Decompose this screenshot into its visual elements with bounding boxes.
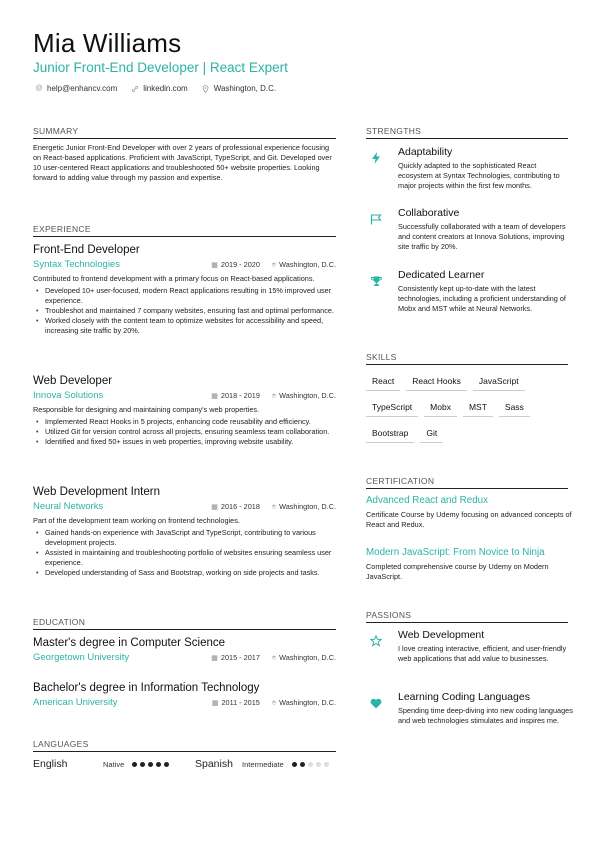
link-icon: [131, 85, 139, 93]
calendar-icon: ▦: [211, 392, 218, 400]
language-level: Intermediate: [242, 759, 284, 769]
job-bullets: [33, 528, 336, 578]
summary-divider: [33, 138, 336, 139]
languages-heading: LANGUAGES: [33, 739, 89, 749]
job-bullet: • Developed 10+ user-focused, modern React applications resulting in 15% improved user experience.: [33, 286, 336, 306]
passion-text: Spending time deep-diving into new coding languages and web technologies stimulates and inspires me.: [398, 706, 573, 725]
flag-icon: [366, 209, 386, 229]
level-dot-filled: [164, 762, 169, 767]
skills-divider: [366, 364, 568, 365]
experience-divider: [33, 236, 336, 237]
level-dot-filled: [292, 762, 297, 767]
certification-text: Completed comprehensive course by Udemy on Modern JavaScript.: [366, 562, 549, 581]
job-title: Web Developer: [33, 375, 113, 387]
star-icon: [366, 631, 386, 651]
language-item: [195, 758, 329, 770]
candidate-name: Mia Williams: [33, 28, 182, 58]
strength-text: Quickly adapted to the sophisticated React ecosystem at Syntax Technologies, contributing to major projects within the first few months.: [398, 161, 560, 190]
job-bullets: [33, 286, 336, 336]
job-entry: [33, 486, 336, 578]
job-dates-text: 2019 - 2020: [220, 259, 260, 269]
edu-dates: [211, 653, 260, 663]
job-location: [272, 260, 336, 270]
level-dot-filled: [148, 762, 153, 767]
language-item: [33, 758, 169, 770]
skill-tag: Mobx: [424, 399, 457, 417]
certification-text: Certificate Course by Udemy focusing on advanced concepts of React and Redux.: [366, 510, 572, 529]
language-name: English: [33, 758, 68, 770]
edu-location: [272, 653, 336, 663]
edu-location-text: Washington, D.C.: [279, 697, 336, 707]
language-level-dots: [292, 762, 329, 767]
skill-tag: JavaScript: [473, 373, 525, 391]
certification-item: [366, 495, 576, 530]
heart-icon: [366, 693, 386, 713]
level-dot-empty: [308, 762, 313, 767]
strength-text: Consistently kept up-to-date with the latest technologies, including a proficient understanding of Mobx and MST while at Neural Networks.: [398, 284, 566, 313]
language-level: Native: [103, 759, 125, 769]
company-name: Innova Solutions: [33, 390, 104, 401]
passions-heading: PASSIONS: [366, 610, 412, 620]
job-bullet: • Utilized Git for version control across all projects, ensuring seamless team collaboration.: [33, 427, 336, 437]
level-dot-filled: [140, 762, 145, 767]
job-dates: [211, 502, 260, 512]
edu-dates-text: 2011 - 2015: [221, 697, 260, 707]
skill-tag: Bootstrap: [366, 425, 414, 443]
contact-linkedin-text: linkedin.com: [143, 84, 188, 93]
certification-item: [366, 547, 576, 582]
strength-title: Dedicated Learner: [398, 269, 485, 281]
strength-title: Collaborative: [398, 207, 460, 219]
job-location-text: Washington, D.C.: [279, 390, 336, 400]
calendar-icon: ▦: [211, 699, 219, 707]
school-name: Georgetown University: [33, 652, 130, 663]
contact-location-text: Washington, D.C.: [213, 84, 277, 93]
passion-text: I love creating interactive, efficient, and user-friendly web applications that add value to businesses.: [398, 644, 567, 663]
job-entry: [33, 244, 336, 336]
level-dot-empty: [324, 762, 329, 767]
passion-title: Learning Coding Languages: [398, 691, 530, 703]
job-dates-text: 2018 - 2019: [220, 390, 260, 400]
summary-heading: SUMMARY: [33, 126, 79, 136]
job-description: Part of the development team working on frontend technologies.: [33, 516, 240, 525]
calendar-icon: ▦: [211, 503, 218, 511]
job-bullet: • Identified and fixed 50+ issues in web properties, improving website usability.: [33, 437, 336, 447]
edu-dates-text: 2015 - 2017: [220, 652, 260, 662]
skill-tag: MST: [463, 399, 493, 417]
job-entry: [33, 375, 336, 447]
passions-divider: [366, 622, 568, 623]
school-name: American University: [33, 697, 118, 708]
skill-tag: React: [366, 373, 400, 391]
company-name: Syntax Technologies: [33, 259, 120, 270]
level-dot-filled: [132, 762, 137, 767]
edu-location-text: Washington, D.C.: [279, 652, 336, 662]
language-name: Spanish: [195, 758, 233, 770]
job-location-text: Washington, D.C.: [279, 501, 336, 511]
job-title: Web Development Intern: [33, 486, 160, 498]
skill-tag: Git: [420, 425, 443, 443]
level-dot-empty: [316, 762, 321, 767]
contact-list: [35, 84, 276, 93]
contact-linkedin[interactable]: [131, 84, 187, 93]
certification-title: Advanced React and Redux: [366, 495, 488, 506]
location-icon: [202, 85, 210, 93]
calendar-icon: ▦: [211, 261, 218, 269]
contact-email-text: help@enhancv.com: [47, 84, 118, 93]
job-location-text: Washington, D.C.: [279, 259, 336, 269]
job-dates: [211, 260, 260, 270]
certification-title: Modern JavaScript: From Novice to Ninja: [366, 547, 545, 558]
strengths-divider: [366, 138, 568, 139]
job-bullet: • Assisted in maintaining and troubleshooting portfolio of websites ensuring seamless user experience.: [33, 548, 336, 568]
contact-location: [202, 84, 276, 93]
job-dates-text: 2016 - 2018: [220, 501, 260, 511]
certification-heading: CERTIFICATION: [366, 476, 435, 486]
job-bullet: • Implemented React Hooks in 5 projects, enhancing code reusability and efficiency.: [33, 417, 336, 427]
job-title: Front-End Developer: [33, 244, 140, 256]
level-dot-filled: [300, 762, 305, 767]
edu-dates: [212, 698, 260, 708]
job-description: Responsible for designing and maintaining company's web properties.: [33, 405, 260, 414]
education-heading: EDUCATION: [33, 617, 86, 627]
job-bullet: • Worked closely with the content team to optimize websites for accessibility and speed, increasing site traffic by 20%.: [33, 316, 336, 336]
language-level-dots: [132, 762, 169, 767]
trophy-icon: [366, 271, 386, 291]
location-icon: ⌾: [271, 699, 277, 707]
certification-divider: [366, 488, 568, 489]
summary-text: Energetic Junior Front-End Developer with over 2 years of professional experience focusing on React-based applications. Proficient with JavaScript, TypeScript, and Git. Developed over 10 user-centered React applications and troubleshooted 50+ website properties. Looking forward to adding value through my passion and expertise.: [33, 143, 332, 182]
job-description: Contributed to frontend development with a primary focus on React-based applications.: [33, 274, 315, 283]
location-icon: ⌾: [271, 503, 277, 511]
skill-tag: TypeScript: [366, 399, 418, 417]
candidate-role: Junior Front-End Developer | React Expert: [33, 60, 288, 75]
job-location: [272, 391, 336, 401]
contact-email[interactable]: [35, 84, 117, 93]
company-name: Neural Networks: [33, 501, 104, 512]
job-bullet: • Gained hands-on experience with JavaScript and TypeScript, contributing to various development projects.: [33, 528, 336, 548]
location-icon: ⌾: [271, 392, 277, 400]
degree-title: Master's degree in Computer Science: [33, 637, 226, 649]
skills-heading: SKILLS: [366, 352, 397, 362]
education-entry: [33, 682, 336, 708]
passion-title: Web Development: [398, 629, 485, 641]
skill-tag: React Hooks: [406, 373, 467, 391]
location-icon: ⌾: [271, 261, 277, 269]
edu-location: [272, 698, 336, 708]
job-bullet: • Troubleshot and maintained 7 company websites, ensuring fast and optimal performance.: [33, 306, 336, 316]
job-bullet: • Developed understanding of Sass and Bootstrap, working on side projects and tasks.: [33, 568, 336, 578]
level-dot-filled: [156, 762, 161, 767]
degree-title: Bachelor's degree in Information Technology: [33, 682, 260, 694]
job-bullets: [33, 417, 336, 447]
lightning-icon: [366, 148, 386, 168]
strength-title: Adaptability: [398, 146, 453, 158]
job-location: [272, 502, 336, 512]
strength-text: Successfully collaborated with a team of developers and content creators at Innova Solutions, improving site traffic by 20%.: [398, 222, 566, 251]
calendar-icon: ▦: [211, 654, 218, 662]
education-divider: [33, 629, 336, 630]
languages-divider: [33, 751, 336, 752]
skill-tag: Sass: [499, 399, 530, 417]
education-entry: [33, 637, 336, 663]
skills-list: [366, 373, 576, 443]
location-icon: ⌾: [271, 654, 277, 662]
job-dates: [211, 391, 260, 401]
at-icon: @: [35, 85, 43, 92]
strengths-heading: STRENGTHS: [366, 126, 422, 136]
experience-heading: EXPERIENCE: [33, 224, 91, 234]
